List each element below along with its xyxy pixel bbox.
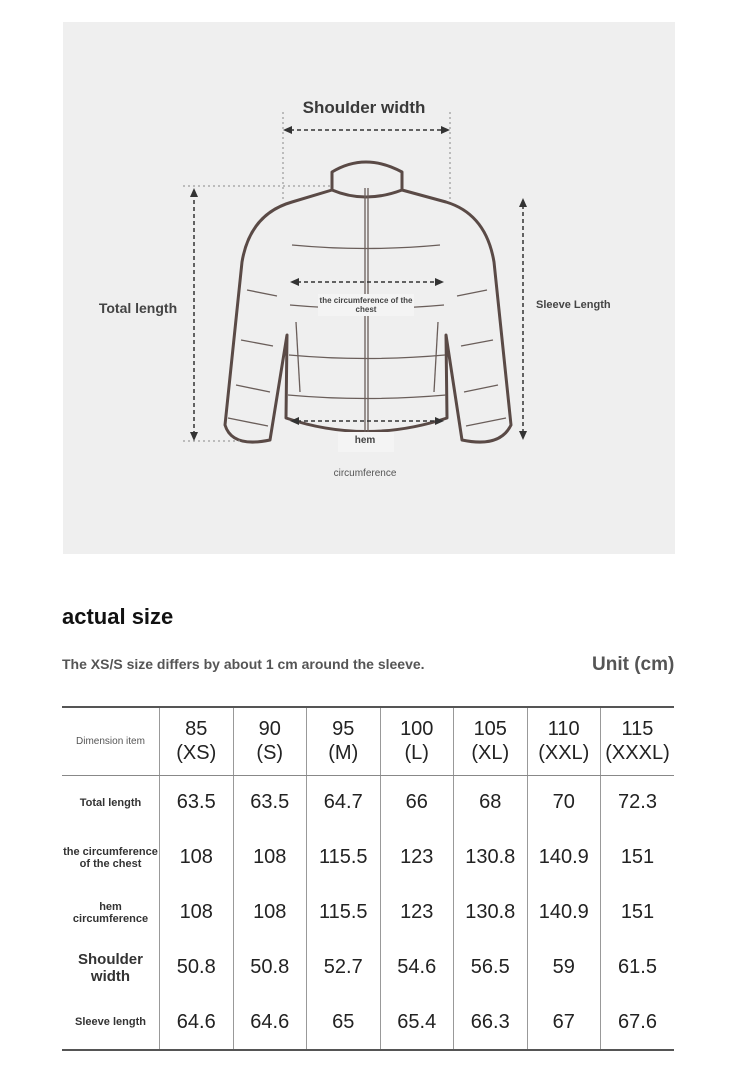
row-label-hem: hem circumference	[72, 900, 149, 925]
size-header-row	[62, 707, 674, 775]
table-cell: 115.5	[307, 885, 381, 940]
table-cell: 65	[307, 995, 381, 1050]
table-cell: 68	[454, 775, 528, 830]
label-sleeve-length: Sleeve Length	[536, 299, 611, 311]
table-cell: 54.6	[380, 940, 454, 995]
table-row	[62, 995, 674, 1050]
size-header-xs: 85 (XS)	[160, 707, 234, 775]
size-header-m: 95 (M)	[307, 707, 381, 775]
table-cell: 67	[527, 995, 601, 1050]
table-cell: 108	[160, 885, 234, 940]
size-table	[62, 706, 674, 1051]
table-cell: 70	[527, 775, 601, 830]
size-header-s: 90 (S)	[233, 707, 307, 775]
table-cell: 108	[233, 830, 307, 885]
table-cell: 61.5	[601, 940, 675, 995]
table-cell: 123	[380, 885, 454, 940]
header-corner	[62, 707, 160, 775]
row-label-chest: the circumference of the chest	[63, 845, 158, 870]
table-cell: 59	[527, 940, 601, 995]
table-cell: 56.5	[454, 940, 528, 995]
table-cell: 65.4	[380, 995, 454, 1050]
table-cell: 151	[601, 830, 675, 885]
size-header-l: 100 (L)	[380, 707, 454, 775]
table-cell: 50.8	[160, 940, 234, 995]
size-header-xxxl: 115 (XXXL)	[601, 707, 675, 775]
table-row	[62, 885, 674, 940]
row-label-sleeve-length: Sleeve length	[62, 995, 160, 1050]
row-label-shoulder-width: Shoulder width	[77, 950, 143, 985]
label-shoulder-width: Shoulder width	[302, 98, 426, 117]
size-header-xxl: 110 (XXL)	[527, 707, 601, 775]
row-label-total-length: Total length	[79, 796, 142, 809]
unit-label: Unit (cm)	[592, 654, 675, 675]
table-cell: 50.8	[233, 940, 307, 995]
table-cell: 67.6	[601, 995, 675, 1050]
table-cell: 64.6	[233, 995, 307, 1050]
table-cell: 123	[380, 830, 454, 885]
dimension-item-label: Dimension item	[76, 735, 145, 747]
table-row	[62, 830, 674, 885]
sleeve-note: The XS/S size differs by about 1 cm around the sleeve.	[62, 656, 425, 672]
measurement-guides	[183, 112, 523, 441]
table-cell: 52.7	[307, 940, 381, 995]
table-cell: 108	[160, 830, 234, 885]
table-cell: 64.7	[307, 775, 381, 830]
table-cell: 115.5	[307, 830, 381, 885]
table-cell: 63.5	[160, 775, 234, 830]
table-cell: 108	[233, 885, 307, 940]
table-cell: 140.9	[527, 885, 601, 940]
table-cell: 66.3	[454, 995, 528, 1050]
table-cell: 66	[380, 775, 454, 830]
table-cell: 72.3	[601, 775, 675, 830]
label-chest-circumference: the circumference of the chest	[319, 296, 413, 314]
table-cell: 151	[601, 885, 675, 940]
table-row	[62, 775, 674, 830]
table-cell: 140.9	[527, 830, 601, 885]
size-header-xl: 105 (XL)	[454, 707, 528, 775]
table-cell: 130.8	[454, 885, 528, 940]
label-hem-circumference: circumference	[333, 468, 397, 479]
table-row	[62, 940, 674, 995]
label-hem: hem	[354, 435, 376, 446]
section-title: actual size	[62, 604, 174, 629]
table-cell: 64.6	[160, 995, 234, 1050]
table-cell: 63.5	[233, 775, 307, 830]
label-total-length: Total length	[98, 300, 178, 316]
table-cell: 130.8	[454, 830, 528, 885]
